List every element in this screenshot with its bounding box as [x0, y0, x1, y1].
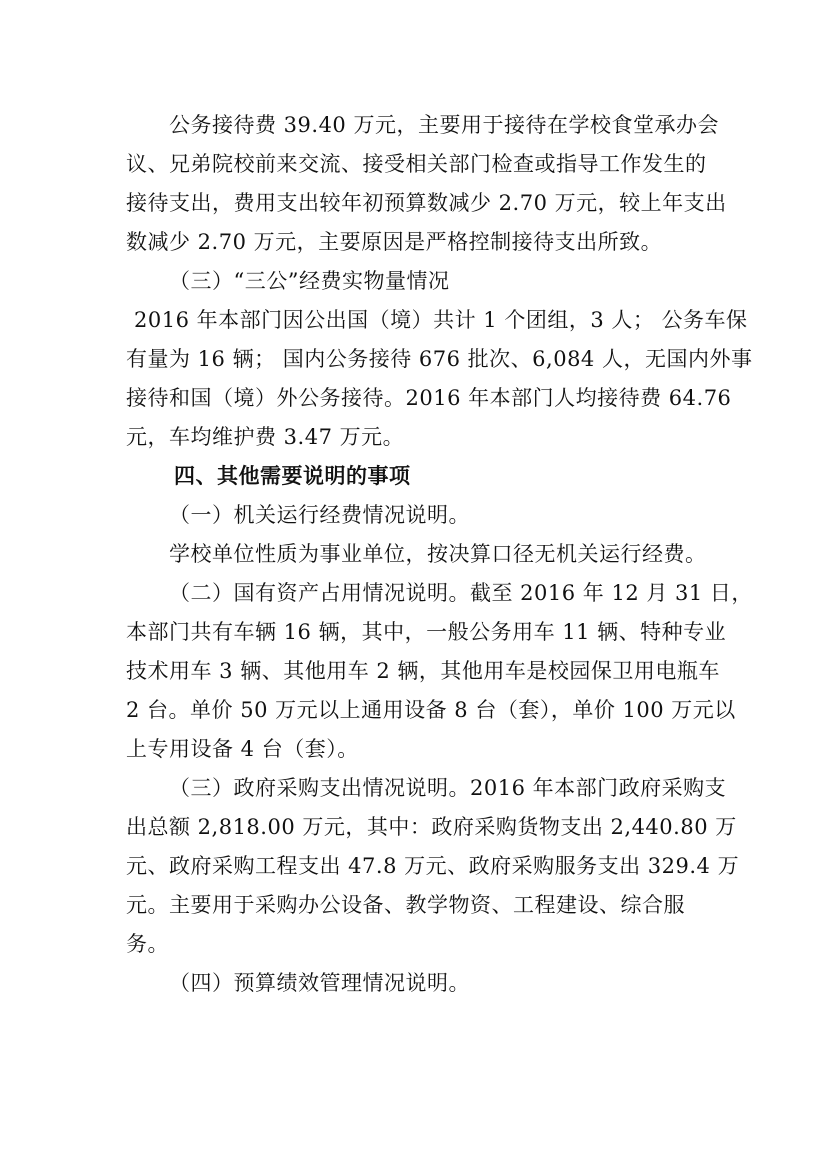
paragraph-line: 学校单位性质为事业单位，按决算口径无机关运行经费。: [169, 542, 707, 566]
paragraph-line: 接待支出，费用支出较年初预算数减少 2.70 万元，较上年支出: [126, 191, 727, 215]
paragraph-line: 元，车均维护费 3.47 万元。: [126, 425, 405, 449]
paragraph-line: 公务接待费 39.40 万元，主要用于接待在学校食堂承办会: [169, 113, 719, 137]
paragraph-line: 本部门共有车辆 16 辆，其中，一般公务用车 11 辆、特种专业: [126, 620, 727, 644]
paragraph-line: 有量为 16 辆； 国内公务接待 676 批次、6,084 人，无国内外事: [126, 347, 753, 371]
paragraph-line: 数减少 2.70 万元，主要原因是严格控制接待支出所致。: [126, 230, 663, 254]
section-heading: （三）“三公”经费实物量情况: [169, 269, 450, 293]
paragraph-line: （三）政府采购支出情况说明。2016 年本部门政府采购支: [169, 776, 727, 800]
paragraph-line: 元、政府采购工程支出 47.8 万元、政府采购服务支出 329.4 万: [126, 854, 740, 878]
paragraph-line: 元。主要用于采购办公设备、教学物资、工程建设、综合服: [126, 893, 685, 917]
paragraph-line: 接待和国（境）外公务接待。2016 年本部门人均接待费 64.76: [126, 386, 732, 410]
paragraph-line: 务。: [126, 932, 169, 956]
paragraph-line: 2016 年本部门因公出国（境）共计 1 个团组，3 人； 公务车保: [134, 308, 748, 332]
paragraph-line: 出总额 2,818.00 万元，其中：政府采购货物支出 2,440.80 万: [126, 815, 737, 839]
section-heading-bold: 四、其他需要说明的事项: [174, 464, 411, 488]
paragraph-line: 技术用车 3 辆、其他用车 2 辆，其他用车是校园保卫用电瓶车: [126, 659, 720, 683]
paragraph-line: 2 台。单价 50 万元以上通用设备 8 台（套），单价 100 万元以: [126, 698, 736, 722]
subsection-heading: （四）预算绩效管理情况说明。: [169, 971, 470, 995]
paragraph-line: 上专用设备 4 台（套）。: [126, 737, 359, 761]
subsection-heading: （一）机关运行经费情况说明。: [169, 503, 470, 527]
paragraph-line: （二）国有资产占用情况说明。截至 2016 年 12 月 31 日，: [169, 581, 753, 605]
paragraph-line: 议、兄弟院校前来交流、接受相关部门检查或指导工作发生的: [126, 152, 707, 176]
